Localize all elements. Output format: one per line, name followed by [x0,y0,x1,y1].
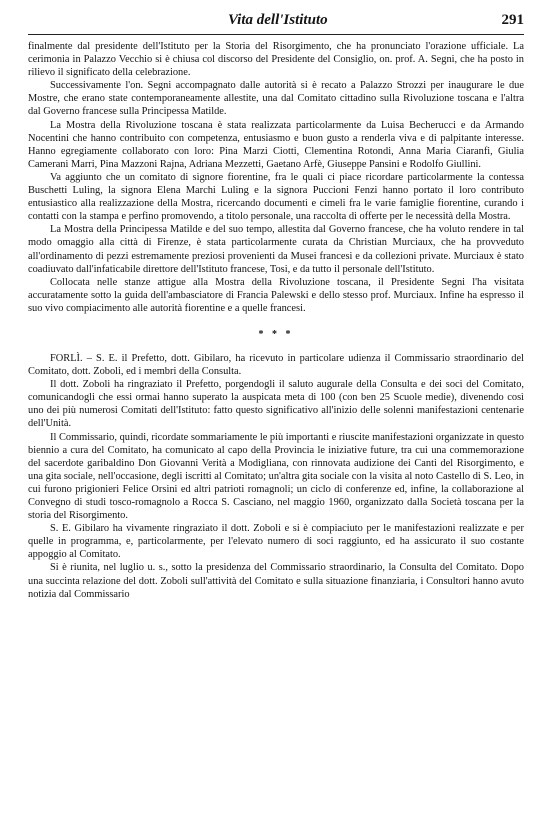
paragraph: La Mostra della Principessa Matilde e del suo tempo, allestita dal Governo francese, che ha voluto rendere in tal modo omaggio alla città di Firenze, è stata particolarmente curata da Christian Murciaux, che ha provveduto all'ordinamento di pezzi estremamente preziosi provenienti da Musei francesi e da collezioni private. Murciaux è stato coadiuvato dall'infaticabile direttore dell'Istituto francese, Tosi, e da tutto il personale dell'Istituto. [28,224,524,275]
paragraph: FORLÌ. – S. E. il Prefetto, dott. Gibilaro, ha ricevuto in particolare udienza il Commissario straordinario del Comitato, dott. Zoboli, ed i membri della Consulta. [28,352,524,378]
paragraph: finalmente dal presidente dell'Istituto per la Storia del Risorgimento, che ha pronunciato l'orazione ufficiale. La cerimonia in Palazzo Vecchio si è chiusa col discorso del Presidente del Consiglio, on. prof. A. Segni, che ha posto in rilievo il significato della celebrazione. [28,41,524,79]
paragraph: Va aggiunto che un comitato di signore fiorentine, fra le quali ci piace ricordare particolarmente la contessa Buschetti Luling, la signora Elena Marchi Luling e la signora Puccioni Fenzi hanno portato il loro contributo entusiastico alla realizzazione della Mostra, ricercando documenti e cimeli fra le varie famiglie fiorentine, curando i contatti con la stampa e perfino promovendo, a titolo personale, una raccolta di offerte per le necessità della Mostra. [28,171,524,223]
paragraph: Successivamente l'on. Segni accompagnato dalle autorità si è recato a Palazzo Strozzi per inaugurare le due Mostre, che erano state contemporaneamente allestite, una dal Comitato cittadino sulla Rivoluzione toscana e l'altra dal Governo francese sulla Principessa Matilde. [28,80,524,118]
paragraph: La Mostra della Rivoluzione toscana è stata realizzata particolarmente da Luisa Becherucci e da Armando Nocentini che hanno contribuito con competenza, entusiasmo e buon gusto a renderla viva e di palpitante interesse. Hanno egregiamente collaborato con loro: Pina Marzi Ciotti, Clementina Rotondi, Anna Maria Ciaranfi, Giulia Camerani Marri, Pina Mazzoni Rajna, Adriana Mezzetti, Gaetano Arfè, Giuseppe Pansini e Rodolfo Giullini. [28,119,524,170]
page-body [28,40,524,601]
paragraph: Il Commissario, quindi, ricordate sommariamente le più importanti e riuscite manifestazioni organizzate in questo biennio a cura del Comitato, ha comunicato al capo della Provincia le iniziative future, tra cui una commemorazione del sacerdote garibaldino Don Giovanni Verità a Modigliana, con rinnovata audizione dei Canti del Risorgimento, e una gita sociale, nell'occasione, degli iscritti al Comitato; un'altra gita sociale con la visita al noto Castello di S. Leo, in cui furono prigionieri Felice Orsini ed altri patrioti romagnoli; un ciclo di conferenze ed, infine, la collaborazione al Convegno di studi tosco-romagnolo a Rocca S. Casciano, nel maggio 1960, organizzato dalla Società toscana per la storia del Risorgimento. [28,431,524,522]
section-separator: * * * [258,328,294,340]
page-header [28,12,524,35]
paragraph: Si è riunita, nel luglio u. s., sotto la presidenza del Commissario straordinario, la Consulta del Comitato. Dopo una succinta relazione del dott. Zoboli sull'attività del Comitato e sulla situazione finanziaria, i Consultori hanno avuto notizia dal Commissario [28,562,524,600]
paragraph: Collocata nelle stanze attigue alla Mostra della Rivoluzione toscana, il Presidente Segni l'ha visitata accuratamente sotto la guida dell'ambasciatore di Francia Palewski e dello stesso prof. Murciaux. Infine ha espresso il suo vivo compiacimento alle autorità fiorentine e a quelle francesi. [28,276,524,314]
page-number: 291 [501,12,524,28]
paragraph: S. E. Gibilaro ha vivamente ringraziato il dott. Zoboli e si è compiaciuto per le manifestazioni realizzate e per quelle in programma, e, particolarmente, per l'elevato numero di soci raggiunto, ed ha assicurato il suo costante appoggio al Comitato. [28,523,524,561]
running-title: Vita dell'Istituto [228,12,328,28]
paragraph: Il dott. Zoboli ha ringraziato il Prefetto, porgendogli il saluto augurale della Consulta e dei soci del Comitato, comunicandogli che essi ormai hanno superato la auspicata meta di 100 (con ben 25 Scuole medie), divenendo così uno dei più numerosi Comitati dell'Istituto: fatto questo significativo all'inizio delle solenni manifestazioni centenarie dell'Unità. [28,379,524,430]
